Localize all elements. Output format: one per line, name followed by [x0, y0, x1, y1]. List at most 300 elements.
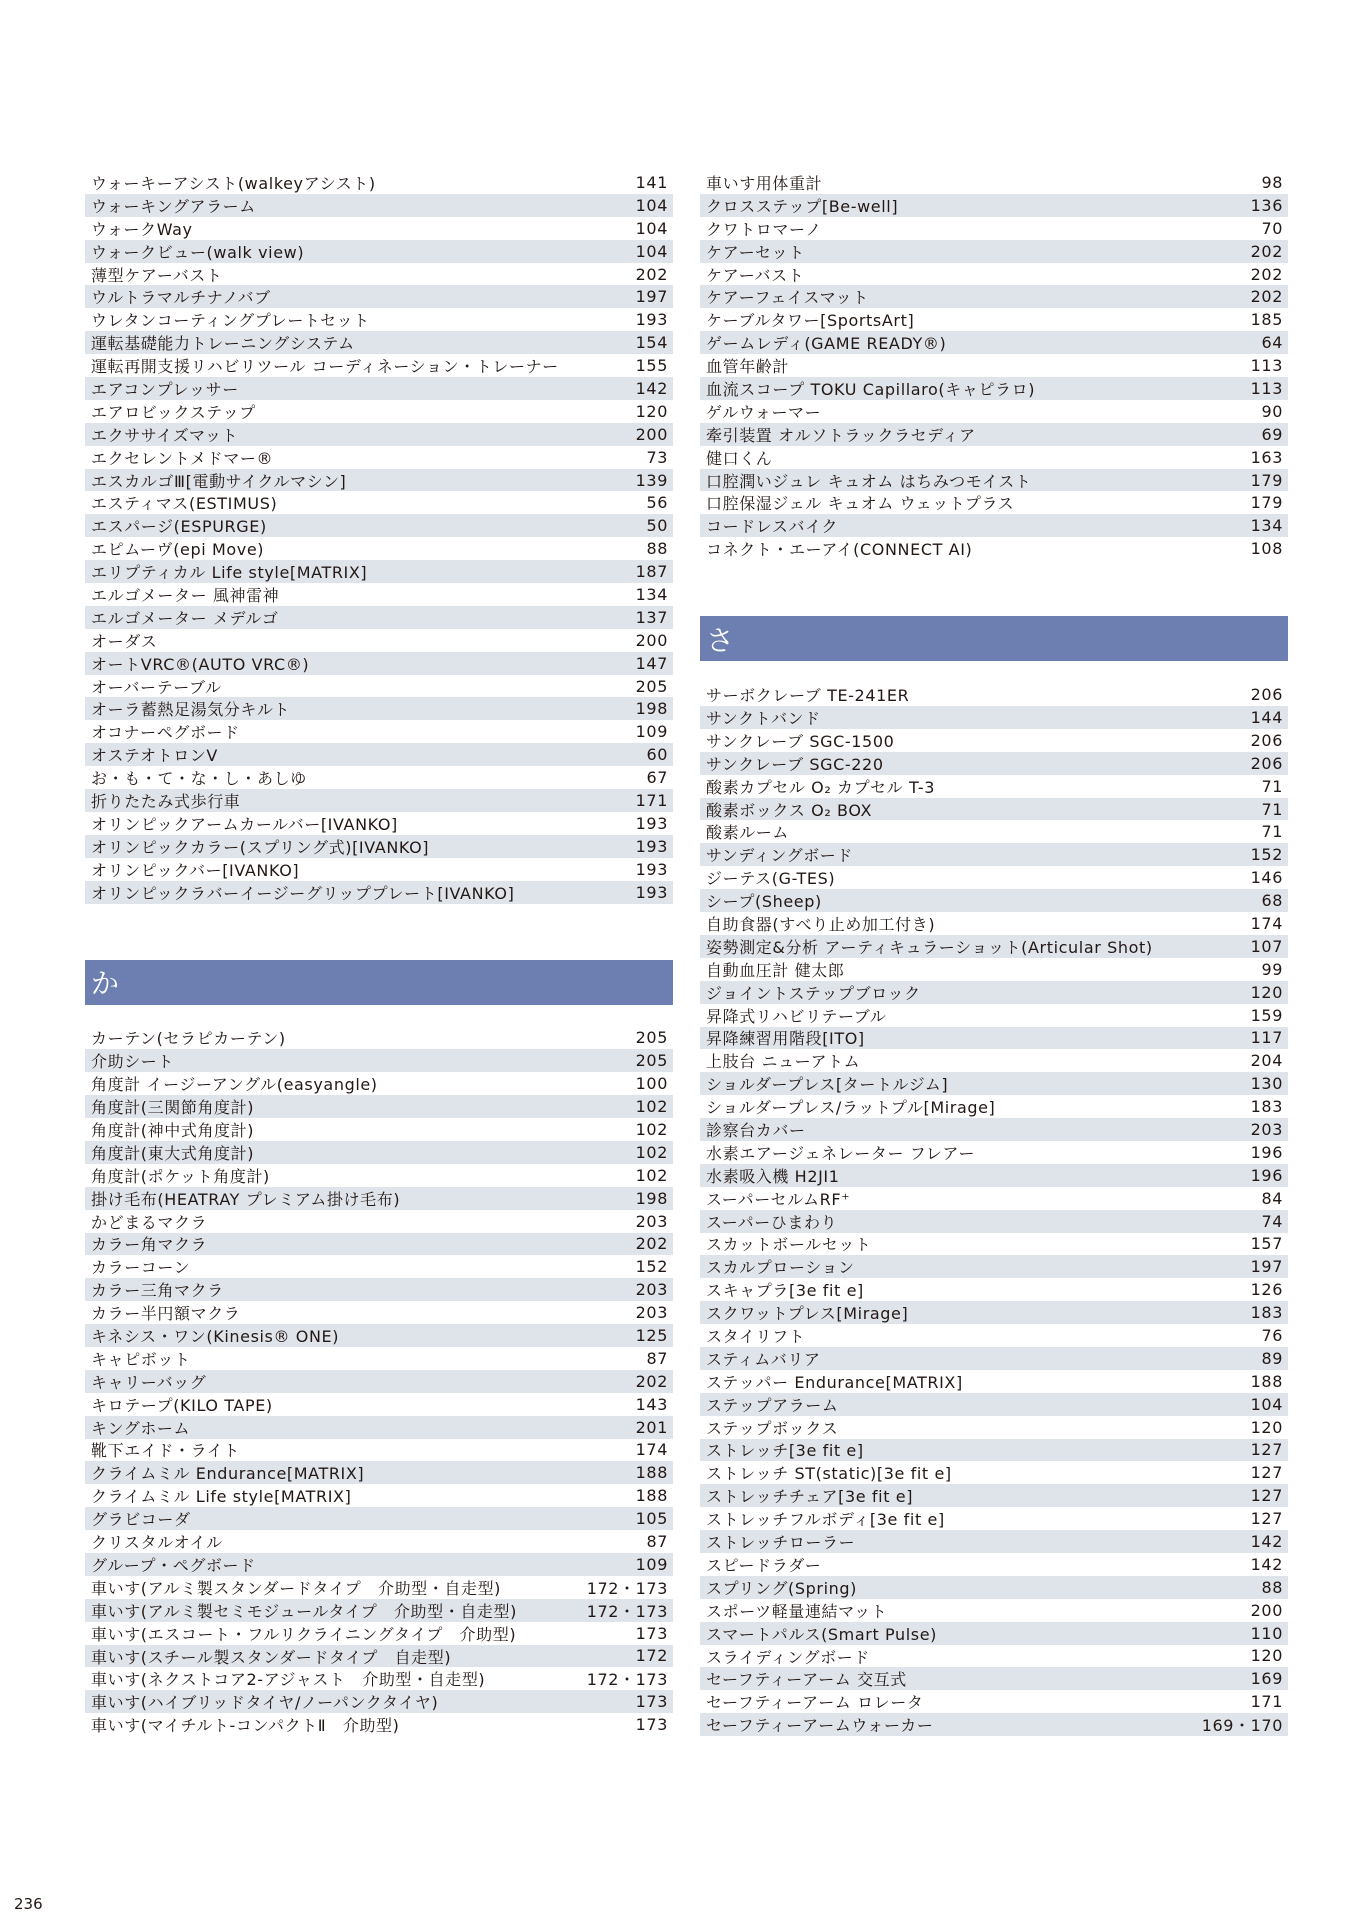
index-entry	[700, 1095, 1288, 1118]
index-entry	[85, 446, 673, 469]
index-entry	[85, 491, 673, 514]
index-entry	[700, 240, 1288, 263]
index-entry	[85, 789, 673, 812]
entry-page: 196	[1250, 1165, 1283, 1185]
entry-page: 188	[1250, 1371, 1283, 1391]
entry-name: 車いす(ネクストコア2-アジャスト 介助型・自走型)	[91, 1670, 486, 1690]
entry-page: 142	[1250, 1554, 1283, 1574]
entry-page: 203	[635, 1211, 668, 1231]
index-entry	[700, 1507, 1288, 1530]
index-entry	[700, 1416, 1288, 1439]
entry-name: オートVRC®(AUTO VRC®)	[91, 654, 310, 674]
entry-name: 姿勢測定&分析 アーティキュラーショット(Articular Shot)	[706, 937, 1153, 957]
index-entry	[85, 308, 673, 331]
index-entry	[700, 683, 1288, 706]
entry-page: 87	[646, 1348, 668, 1368]
index-entry	[85, 1622, 673, 1645]
entry-name: カラー半円額マクラ	[91, 1304, 241, 1324]
entry-page: 185	[1250, 310, 1283, 330]
index-entry	[85, 1187, 673, 1210]
index-entry	[700, 285, 1288, 308]
entry-name: 運転基礎能力トレーニングシステム	[91, 334, 355, 354]
entry-name: エアコンプレッサー	[91, 379, 239, 399]
entry-name: エルゴメーター 風神雷神	[91, 585, 280, 605]
index-entry	[85, 583, 673, 606]
entry-name: ショルダープレス[タートルジム]	[706, 1075, 949, 1095]
entry-name: スカットボールセット	[706, 1235, 872, 1255]
index-entry	[85, 1210, 673, 1233]
entry-name: セーフティーアームウォーカー	[706, 1716, 934, 1736]
index-entry	[85, 881, 673, 904]
entry-name: エピムーヴ(epi Move)	[91, 540, 265, 560]
index-entry	[85, 1118, 673, 1141]
entry-name: オコナーペグボード	[91, 723, 240, 743]
entry-name: サンクレーブ SGC-1500	[706, 731, 895, 751]
entry-page: 197	[1250, 1257, 1283, 1277]
entry-name: 昇降練習用階段[ITO]	[706, 1029, 865, 1049]
entry-name: エスカルゴⅢ[電動サイクルマシン]	[91, 471, 347, 491]
entry-page: 203	[635, 1280, 668, 1300]
left-column	[85, 171, 673, 1736]
entry-page: 120	[635, 401, 668, 421]
entry-name: シープ(Sheep)	[706, 892, 822, 912]
entry-page: 193	[635, 836, 668, 856]
entry-name: スカルプローション	[706, 1258, 855, 1278]
index-entry	[85, 743, 673, 766]
entry-name: サンクトバンド	[706, 708, 821, 728]
index-entry	[700, 1461, 1288, 1484]
entry-name: ショルダープレス/ラットプル[Mirage]	[706, 1098, 996, 1118]
entry-name: オリンピックアームカールバー[IVANKO]	[91, 814, 398, 834]
index-entry	[700, 958, 1288, 981]
index-entry	[700, 1255, 1288, 1278]
entry-page: 107	[1250, 936, 1283, 956]
entry-name: キロテープ(KILO TAPE)	[91, 1395, 273, 1415]
entry-name: ストレッチフルボディ[3e fit e]	[706, 1510, 945, 1530]
entry-page: 205	[635, 676, 668, 696]
entry-name: 車いす用体重計	[706, 173, 823, 193]
entry-page: 202	[1250, 264, 1283, 284]
entry-page: 76	[1261, 1326, 1283, 1346]
entry-name: エアロビックステップ	[91, 402, 256, 422]
entry-name: キャピボット	[91, 1349, 191, 1369]
entry-page: 134	[1250, 516, 1283, 536]
entry-page: 50	[646, 516, 668, 536]
entry-name: スキャプラ[3e fit e]	[706, 1281, 864, 1301]
entry-page: 169	[1250, 1669, 1283, 1689]
index-entry	[700, 1393, 1288, 1416]
entry-page: 120	[1250, 1646, 1283, 1666]
index-entry	[700, 1164, 1288, 1187]
entry-name: エリプティカル Life style[MATRIX]	[91, 563, 368, 583]
index-entry	[700, 1622, 1288, 1645]
entry-name: 車いす(マイチルト-コンパクトⅡ 介助型)	[91, 1716, 400, 1736]
entry-page: 173	[635, 1692, 668, 1712]
index-entry	[700, 752, 1288, 775]
entry-name: キャリーバッグ	[91, 1372, 207, 1392]
entry-name: オーラ蓄熱足湯気分キルト	[91, 700, 291, 720]
entry-page: 188	[635, 1463, 668, 1483]
entry-page: 71	[1261, 822, 1283, 842]
index-entry	[700, 194, 1288, 217]
index-entry	[85, 1324, 673, 1347]
entry-name: 車いす(スチール製スタンダードタイプ 自走型)	[91, 1647, 452, 1667]
entry-page: 104	[635, 218, 668, 238]
index-entry	[85, 812, 673, 835]
entry-name: 折りたたみ式歩行車	[91, 792, 241, 811]
entry-name: かどまるマクラ	[91, 1212, 208, 1232]
index-entry	[700, 331, 1288, 354]
index-entry	[700, 1004, 1288, 1027]
entry-page: 152	[1250, 845, 1283, 865]
entry-name: オリンピックカラー(スプリング式)[IVANKO]	[91, 837, 430, 857]
entry-name: サンクレーブ SGC-220	[706, 754, 884, 774]
entry-page: 147	[635, 653, 668, 673]
entry-name: ステップアラーム	[706, 1395, 839, 1415]
index-entry	[85, 858, 673, 881]
entry-name: クロスステップ[Be-well]	[706, 196, 899, 216]
entry-name: クワトロマーノ	[706, 219, 822, 239]
entry-page: 146	[1250, 868, 1283, 888]
entry-page: 127	[1250, 1509, 1283, 1529]
index-entry	[700, 1278, 1288, 1301]
entry-name: 健口くん	[706, 448, 773, 468]
entry-page: 88	[1261, 1577, 1283, 1597]
index-entry	[85, 240, 673, 263]
entry-name: 運転再開支援リハビリツール コーディネーション・トレーナー	[91, 357, 559, 377]
index-entry	[700, 491, 1288, 514]
entry-page: 163	[1250, 447, 1283, 467]
entry-name: お・も・て・な・し・あしゆ	[91, 769, 307, 789]
entry-page: 142	[635, 378, 668, 398]
entry-name: キネシス・ワン(Kinesis® ONE)	[91, 1327, 340, 1347]
index-entry	[700, 866, 1288, 889]
entry-name: 車いす(エスコート・フルリクライニングタイプ 介助型)	[91, 1624, 517, 1644]
index-entry	[700, 217, 1288, 240]
index-entry	[85, 835, 673, 858]
index-entry	[85, 1095, 673, 1118]
index-entry	[700, 1439, 1288, 1462]
entry-name: 口腔潤いジュレ キュオム はちみつモイスト	[706, 471, 1032, 491]
entry-name: カラー三角マクラ	[91, 1281, 224, 1301]
entry-page: 205	[635, 1028, 668, 1048]
entry-page: 127	[1250, 1486, 1283, 1506]
index-entry	[700, 1530, 1288, 1553]
entry-page: 73	[646, 447, 668, 467]
entry-name: ケーブルタワー[SportsArt]	[706, 311, 915, 331]
index-entry	[85, 1027, 673, 1050]
entry-page: 171	[1250, 1692, 1283, 1712]
entry-page: 200	[635, 630, 668, 650]
index-entry	[700, 469, 1288, 492]
entry-page: 113	[1250, 378, 1283, 398]
entry-page: 136	[1250, 195, 1283, 215]
entry-page: 171	[635, 790, 668, 810]
entry-page: 141	[635, 172, 668, 192]
entry-name: 水素吸入機 H2JI1	[706, 1166, 840, 1186]
entry-name: ストレッチ[3e fit e]	[706, 1441, 864, 1461]
entry-page: 206	[1250, 685, 1283, 705]
index-entry	[700, 1599, 1288, 1622]
entry-page: 109	[635, 722, 668, 742]
entry-page: 193	[635, 859, 668, 879]
entry-name: スピードラダー	[706, 1555, 822, 1575]
index-entry	[700, 354, 1288, 377]
entry-page: 197	[635, 287, 668, 307]
entry-page: 105	[635, 1509, 668, 1529]
entry-page: 120	[1250, 1417, 1283, 1437]
entry-name: カーテン(セラピカーテン)	[91, 1029, 286, 1049]
index-entry	[85, 331, 673, 354]
entry-page: 183	[1250, 1097, 1283, 1117]
index-entry	[85, 1233, 673, 1256]
index-entry	[700, 1233, 1288, 1256]
entry-page: 172・173	[586, 1578, 668, 1598]
entry-name: サンディングボード	[706, 846, 854, 866]
index-entry	[700, 820, 1288, 843]
entry-name: 薄型ケアーバスト	[91, 265, 223, 285]
index-entry	[700, 1576, 1288, 1599]
entry-name: オリンピックバー[IVANKO]	[91, 860, 300, 880]
entry-page: 102	[635, 1120, 668, 1139]
entry-page: 110	[1250, 1623, 1283, 1643]
entry-name: 靴下エイド・ライト	[91, 1441, 240, 1461]
entry-page: 196	[1250, 1142, 1283, 1162]
index-entry	[700, 1072, 1288, 1095]
entry-name: オステオトロンV	[91, 746, 218, 766]
index-entry	[85, 263, 673, 286]
index-entry	[85, 1667, 673, 1690]
index-entry	[700, 263, 1288, 286]
section-header-ka: か	[85, 960, 673, 1005]
entry-page: 157	[1250, 1234, 1283, 1254]
right-column	[700, 171, 1288, 1736]
entry-name: オーバーテーブル	[91, 677, 222, 697]
index-entry	[85, 1439, 673, 1462]
index-entry	[85, 1530, 673, 1553]
entry-name: スマートパルス(Smart Pulse)	[706, 1624, 937, 1644]
index-list-sa	[700, 683, 1288, 1736]
entry-name: ストレッチ ST(static)[3e fit e]	[706, 1464, 952, 1484]
entry-page: 87	[646, 1532, 668, 1552]
entry-name: スティムバリア	[706, 1349, 821, 1369]
entry-page: 193	[635, 882, 668, 902]
index-entry	[700, 775, 1288, 798]
entry-name: 酸素ルーム	[706, 823, 790, 843]
entry-name: セーフティーアーム 交互式	[706, 1670, 907, 1690]
entry-page: 120	[1250, 982, 1283, 1002]
entry-page: 143	[635, 1394, 668, 1414]
entry-name: ジーテス(G-TES)	[706, 869, 836, 889]
index-entry	[85, 1393, 673, 1416]
index-entry	[700, 171, 1288, 194]
entry-page: 104	[1250, 1394, 1283, 1414]
entry-page: 104	[635, 241, 668, 261]
entry-page: 202	[1250, 287, 1283, 307]
section-header-sa: さ	[700, 616, 1288, 661]
index-entry	[700, 889, 1288, 912]
entry-page: 172・173	[586, 1670, 668, 1690]
index-entry	[700, 308, 1288, 331]
index-entry	[700, 1324, 1288, 1347]
entry-page: 102	[635, 1097, 668, 1117]
entry-page: 71	[1261, 799, 1283, 819]
entry-page: 201	[635, 1417, 668, 1437]
index-entry	[85, 1713, 673, 1736]
entry-page: 202	[635, 1371, 668, 1391]
index-entry	[700, 1141, 1288, 1164]
entry-name: ステップボックス	[706, 1418, 839, 1438]
entry-page: 206	[1250, 753, 1283, 773]
entry-name: セーフティーアーム ロレータ	[706, 1693, 924, 1713]
entry-page: 200	[635, 424, 668, 444]
index-entry	[85, 377, 673, 400]
entry-name: 角度計(神中式角度計)	[91, 1121, 255, 1141]
index-entry	[700, 537, 1288, 560]
index-entry	[700, 935, 1288, 958]
index-entry	[700, 981, 1288, 1004]
index-entry	[85, 1645, 673, 1668]
entry-name: エスパージ(ESPURGE)	[91, 517, 267, 537]
page-number: 236	[14, 1895, 43, 1913]
entry-page: 198	[635, 1188, 668, 1208]
entry-name: スーパーひまわり	[706, 1212, 838, 1232]
entry-name: 角度計 イージーアングル(easyangle)	[91, 1075, 378, 1095]
entry-page: 127	[1250, 1463, 1283, 1483]
entry-name: 車いす(アルミ製セミモジュールタイプ 介助型・自走型)	[91, 1601, 517, 1621]
entry-name: ステッパー Endurance[MATRIX]	[706, 1372, 963, 1392]
entry-page: 117	[1250, 1028, 1283, 1048]
entry-page: 71	[1261, 776, 1283, 796]
entry-name: ウォークWay	[91, 219, 193, 239]
index-list-u-o	[85, 171, 673, 904]
entry-name: スタイリフト	[706, 1327, 806, 1347]
index-entry	[85, 1690, 673, 1713]
entry-page: 172・173	[586, 1601, 668, 1621]
entry-name: オリンピックラバーイージーグリッププレート[IVANKO]	[91, 883, 515, 903]
entry-name: 酸素ボックス O₂ BOX	[706, 800, 873, 820]
entry-page: 174	[635, 1440, 668, 1460]
index-entry	[700, 400, 1288, 423]
index-entry	[85, 354, 673, 377]
entry-page: 179	[1250, 493, 1283, 513]
index-entry	[85, 423, 673, 446]
entry-page: 125	[635, 1326, 668, 1346]
entry-page: 127	[1250, 1440, 1283, 1460]
index-entry	[700, 1713, 1288, 1736]
entry-name: 牽引装置 オルソトラックラセディア	[706, 425, 976, 445]
entry-page: 198	[635, 699, 668, 719]
index-entry	[85, 652, 673, 675]
entry-name: クライムミル Endurance[MATRIX]	[91, 1464, 365, 1484]
index-entry	[700, 1027, 1288, 1050]
entry-name: オーダス	[91, 631, 158, 651]
entry-page: 152	[635, 1257, 668, 1277]
index-entry	[700, 843, 1288, 866]
index-entry	[700, 1118, 1288, 1141]
index-entry	[85, 514, 673, 537]
index-entry	[700, 1347, 1288, 1370]
index-entry	[85, 697, 673, 720]
entry-page: 193	[635, 310, 668, 330]
entry-name: スポーツ軽量連結マット	[706, 1601, 888, 1621]
index-entry	[700, 1370, 1288, 1393]
entry-page: 172	[635, 1646, 668, 1666]
entry-name: ケアーフェイスマット	[706, 288, 869, 308]
index-entry	[700, 423, 1288, 446]
index-entry	[85, 606, 673, 629]
entry-name: エスティマス(ESTIMUS)	[91, 494, 278, 514]
index-entry	[700, 377, 1288, 400]
index-entry	[85, 171, 673, 194]
entry-name: コードレスバイク	[706, 517, 839, 537]
entry-page: 68	[1261, 891, 1283, 911]
entry-page: 173	[635, 1623, 668, 1643]
entry-page: 102	[635, 1142, 668, 1162]
entry-page: 84	[1261, 1188, 1283, 1208]
entry-page: 126	[1250, 1280, 1283, 1300]
index-entry	[700, 1187, 1288, 1210]
entry-name: スライディングボード	[706, 1647, 870, 1667]
entry-page: 70	[1261, 218, 1283, 238]
entry-name: ストレッチチェア[3e fit e]	[706, 1487, 914, 1507]
entry-page: 134	[635, 584, 668, 604]
entry-name: ゲルウォーマー	[706, 402, 822, 422]
entry-page: 98	[1261, 172, 1283, 192]
entry-page: 99	[1261, 959, 1283, 979]
index-entry	[85, 1164, 673, 1187]
entry-name: 酸素カプセル O₂ カプセル T-3	[706, 777, 936, 797]
entry-name: 車いす(ハイブリッドタイヤ/ノーパンクタイヤ)	[91, 1693, 439, 1713]
index-entry	[85, 1461, 673, 1484]
entry-page: 155	[635, 356, 668, 376]
index-entry	[85, 766, 673, 789]
entry-page: 60	[646, 745, 668, 765]
entry-page: 108	[1250, 539, 1283, 559]
index-entry	[700, 1553, 1288, 1576]
entry-name: カラー角マクラ	[91, 1235, 208, 1255]
entry-name: グループ・ペグボード	[91, 1555, 256, 1575]
entry-page: 130	[1250, 1074, 1283, 1094]
entry-name: 上肢台 ニューアトム	[706, 1052, 861, 1072]
entry-page: 159	[1250, 1005, 1283, 1025]
entry-page: 202	[1250, 241, 1283, 261]
entry-page: 88	[646, 539, 668, 559]
entry-name: 水素エアージェネレーター フレアー	[706, 1143, 976, 1163]
entry-page: 187	[635, 562, 668, 582]
index-entry	[85, 217, 673, 240]
entry-page: 64	[1261, 333, 1283, 353]
entry-name: スーパーセルムRF⁺	[706, 1189, 851, 1209]
entry-name: エクササイズマット	[91, 425, 239, 445]
entry-name: コネクト・エーアイ(CONNECT AI)	[706, 540, 973, 560]
entry-page: 203	[635, 1303, 668, 1323]
entry-name: 自助食器(すべり止め加工付き)	[706, 915, 936, 934]
entry-page: 109	[635, 1554, 668, 1574]
index-list-ka	[85, 1027, 673, 1737]
index-entry	[85, 1301, 673, 1324]
index-entry	[700, 912, 1288, 935]
entry-page: 206	[1250, 730, 1283, 750]
index-entry	[85, 629, 673, 652]
entry-name: ストレッチローラー	[706, 1533, 856, 1553]
entry-name: 診察台カバー	[706, 1121, 806, 1141]
entry-page: 56	[646, 493, 668, 513]
entry-page: 67	[646, 768, 668, 788]
entry-page: 202	[635, 264, 668, 284]
entry-name: 口腔保湿ジェル キュオム ウェットプラス	[706, 494, 1015, 514]
index-list-ku-ko	[700, 171, 1288, 560]
